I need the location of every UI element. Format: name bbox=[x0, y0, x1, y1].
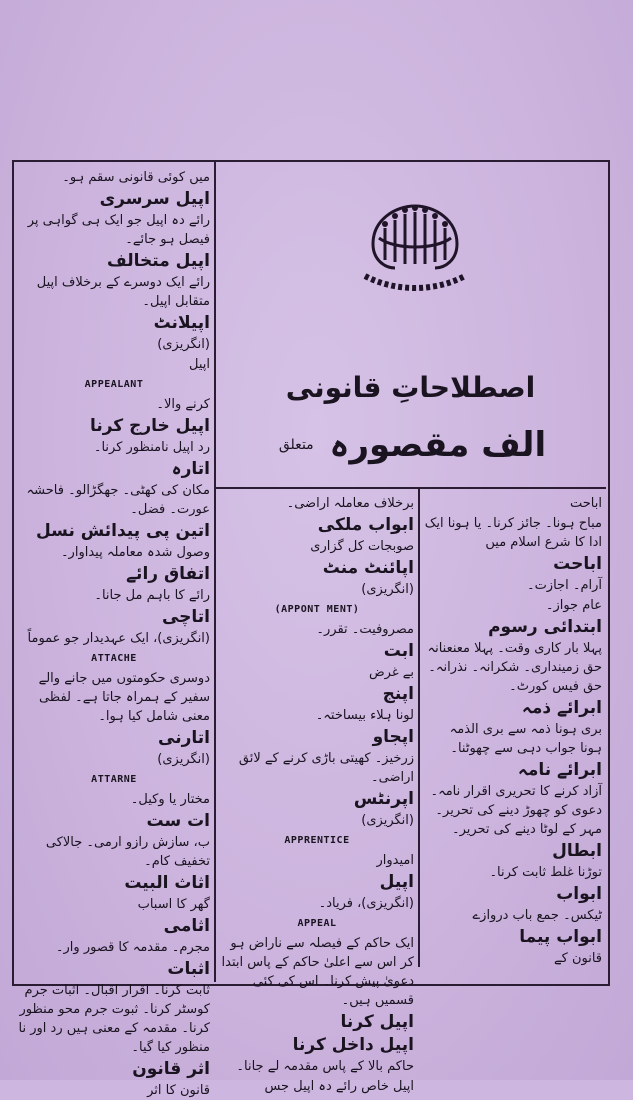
page-subtitle bbox=[218, 425, 603, 465]
glossary-definition: عام جواز۔ bbox=[545, 598, 602, 613]
glossary-definition: (انگریزی)، فریاد۔ bbox=[318, 896, 414, 911]
glossary-definition: اپیل خاص رائے دہ اپیل جس bbox=[264, 1079, 414, 1094]
glossary-definition: ٹیکس۔ جمع باب دروازے bbox=[472, 908, 602, 923]
glossary-definition: ثابت کرنا۔ اقرار اقبال۔ اثبات جرم کوسٹر کرنا۔ ثبوت جرم محو منظور کرنا۔ مقدمہ کے معنی ہیں رد اور نا منظور کیا گیا۔ bbox=[18, 983, 210, 1055]
glossary-definition: آزاد کرنے کا تحریری اقرار نامہ۔ دعوی کو چھوڑ دینے کی تحریر۔ مہر کے لوٹا دینے کی تحریر۔ bbox=[430, 784, 602, 837]
glossary-term: اپیل متخالف bbox=[107, 251, 210, 271]
glossary-term: اپیلانٹ bbox=[153, 313, 210, 333]
glossary-term: اتارہ bbox=[171, 459, 210, 479]
glossary-definition: وصول شدہ معاملہ پیداوار۔ bbox=[60, 545, 210, 560]
subtitle-small: متعلق bbox=[278, 437, 314, 453]
glossary-term: اثاث البیت bbox=[124, 873, 210, 893]
glossary-term: اپرنٹس bbox=[353, 789, 414, 809]
glossary-term: اپیل bbox=[379, 872, 414, 892]
glossary-definition: مختار یا وکیل۔ bbox=[130, 792, 210, 807]
glossary-term: اپنج bbox=[382, 684, 414, 704]
glossary-definition: پہلا بار کاری وقت۔ پہلا معنعنانہ حق زمینداری۔ شکرانہ۔ نذرانہ۔ حق فیس کورٹ۔ bbox=[427, 641, 602, 694]
glossary-definition: امیدوار bbox=[376, 853, 414, 868]
glossary-term: ابطال bbox=[552, 841, 602, 861]
glossary-definition: آرام۔ اجازت۔ bbox=[526, 578, 602, 593]
english-term: (APPONT MENT) bbox=[274, 604, 360, 615]
glossary-definition: (انگریزی) bbox=[157, 337, 210, 352]
subtitle-main: الف مقصورہ bbox=[329, 425, 547, 465]
glossary-definition: (انگریزی) bbox=[157, 752, 210, 767]
glossary-definition: (انگریزی)، ایک عہدیدار جو عموماً bbox=[27, 631, 210, 646]
glossary-definition: رائے کا باہم مل جانا۔ bbox=[94, 588, 210, 603]
glossary-definition: (انگریزی) bbox=[361, 582, 414, 597]
glossary-definition: ب، سازش رازو ارمی۔ جالاکی تخفیف کام۔ bbox=[45, 835, 210, 869]
glossary-term: ابت bbox=[383, 641, 414, 661]
glossary-definition: رائے ایک دوسرے کے برخلاف اپیل متقابل اپیل۔ bbox=[36, 275, 210, 309]
glossary-definition: دوسری حکومتوں میں جانے والے سفیر کے ہمراہ جاتا ہے۔ لفظی معنی شامل کیا ہوا۔ bbox=[38, 671, 210, 724]
glossary-term: اثر قانون bbox=[132, 1059, 210, 1079]
glossary-definition: اباحت bbox=[570, 496, 602, 511]
english-term: APPRENTICE bbox=[284, 835, 350, 846]
glossary-definition: برخلاف معاملہ اراضی۔ bbox=[286, 496, 414, 511]
glossary-term: اثامی bbox=[163, 916, 210, 936]
glossary-term: اتاچی bbox=[161, 607, 210, 627]
glossary-definition: رائے دہ اپیل جو ایک ہی گواہی پر فیصل ہو جائے۔ bbox=[27, 213, 210, 247]
divider-vertical-lower bbox=[418, 489, 420, 967]
glossary-term: ابرائے ذمہ bbox=[521, 698, 602, 718]
glossary-term: ابتدائی رسوم bbox=[488, 617, 602, 637]
glossary-definition: (انگریزی) bbox=[361, 813, 414, 828]
glossary-term: ات ست bbox=[146, 811, 210, 831]
glossary-column-right bbox=[18, 168, 210, 1098]
glossary-definition: بے غرض bbox=[368, 665, 414, 680]
glossary-definition: گھر کا اسباب bbox=[137, 897, 210, 912]
glossary-definition: توڑنا غلط ثابت کرنا۔ bbox=[489, 865, 602, 880]
glossary-definition: اپیل bbox=[189, 357, 210, 372]
calligraphic-seal-icon bbox=[355, 198, 475, 298]
glossary-definition: میں کوئی قانونی سقم ہو۔ bbox=[62, 170, 210, 185]
english-term: ATTACHE bbox=[91, 653, 137, 664]
glossary-term: اپیل سرسری bbox=[99, 189, 210, 209]
glossary-term: اپیل داخل کرنا bbox=[292, 1035, 414, 1055]
glossary-definition: بری ہونا ذمہ سے بری الذمہ ہونا جواب دہی سے چھوٹنا۔ bbox=[449, 722, 602, 756]
glossary-definition: کرنے والا۔ bbox=[156, 397, 210, 412]
glossary-term: اپیل خارج کرنا bbox=[89, 416, 210, 436]
glossary-definition: قانون کے bbox=[554, 951, 602, 966]
glossary-term: ابواب ملکی bbox=[317, 515, 414, 535]
glossary-definition: زرخیز۔ کھیتی باڑی کرنے کے لائق اراضی۔ bbox=[238, 751, 414, 785]
glossary-term: ابرائے نامہ bbox=[517, 760, 602, 780]
glossary-definition: لونا ہلاء بیساختہ۔ bbox=[315, 708, 414, 723]
english-term: ATTARNE bbox=[91, 774, 137, 785]
glossary-term: اتفاق رائے bbox=[126, 564, 210, 584]
glossary-definition: رد اپیل نامنظور کرنا۔ bbox=[93, 440, 210, 455]
glossary-term: اثبات bbox=[167, 959, 210, 979]
glossary-definition: مجرم۔ مقدمہ کا قصور وار۔ bbox=[55, 940, 210, 955]
glossary-column-left bbox=[424, 494, 602, 964]
glossary-term: اباحت bbox=[553, 554, 602, 574]
glossary-term: اپجاو bbox=[372, 727, 414, 747]
glossary-definition: حاکم بالا کے پاس مقدمہ لے جانا۔ bbox=[236, 1059, 414, 1074]
glossary-definition: مباح ہونا۔ جائز کرنا۔ یا ہونا ایک ادا کا شرع اسلام میں bbox=[424, 516, 602, 550]
glossary-term: ابواب bbox=[556, 884, 602, 904]
glossary-definition: قانون کا اثر bbox=[147, 1083, 210, 1098]
glossary-definition: مصروفیت۔ تقرر۔ bbox=[316, 622, 414, 637]
english-term: APPEALANT bbox=[84, 379, 144, 390]
glossary-definition: ایک حاکم کے فیصلہ سے ناراض ہو کر اس سے اعلیٰ حاکم کے پاس ابتدا دعویٰ پیش کرنا۔ اس کی کئی قسمیں ہیں۔ bbox=[221, 936, 414, 1008]
glossary-term: ابواب پیما bbox=[519, 927, 602, 947]
glossary-term: اپائنٹ منٹ bbox=[322, 558, 414, 578]
glossary-column-middle bbox=[220, 494, 414, 1094]
page-title: اصطلاحاتِ قانونی bbox=[285, 371, 536, 404]
glossary-term: اتین پی پیدائش نسل bbox=[35, 521, 210, 541]
glossary-term: اتارنی bbox=[158, 728, 210, 748]
divider-vertical-main bbox=[214, 162, 216, 982]
divider-horizontal-title bbox=[216, 487, 606, 489]
glossary-term: اپیل کرنا bbox=[340, 1012, 414, 1032]
glossary-definition: صوبجات کل گزاری bbox=[310, 539, 414, 554]
english-term: APPEAL bbox=[297, 918, 337, 929]
glossary-definition: مکان کی کھٹی۔ جھگڑالو۔ فاحشہ عورت۔ فضل۔ bbox=[26, 483, 210, 517]
